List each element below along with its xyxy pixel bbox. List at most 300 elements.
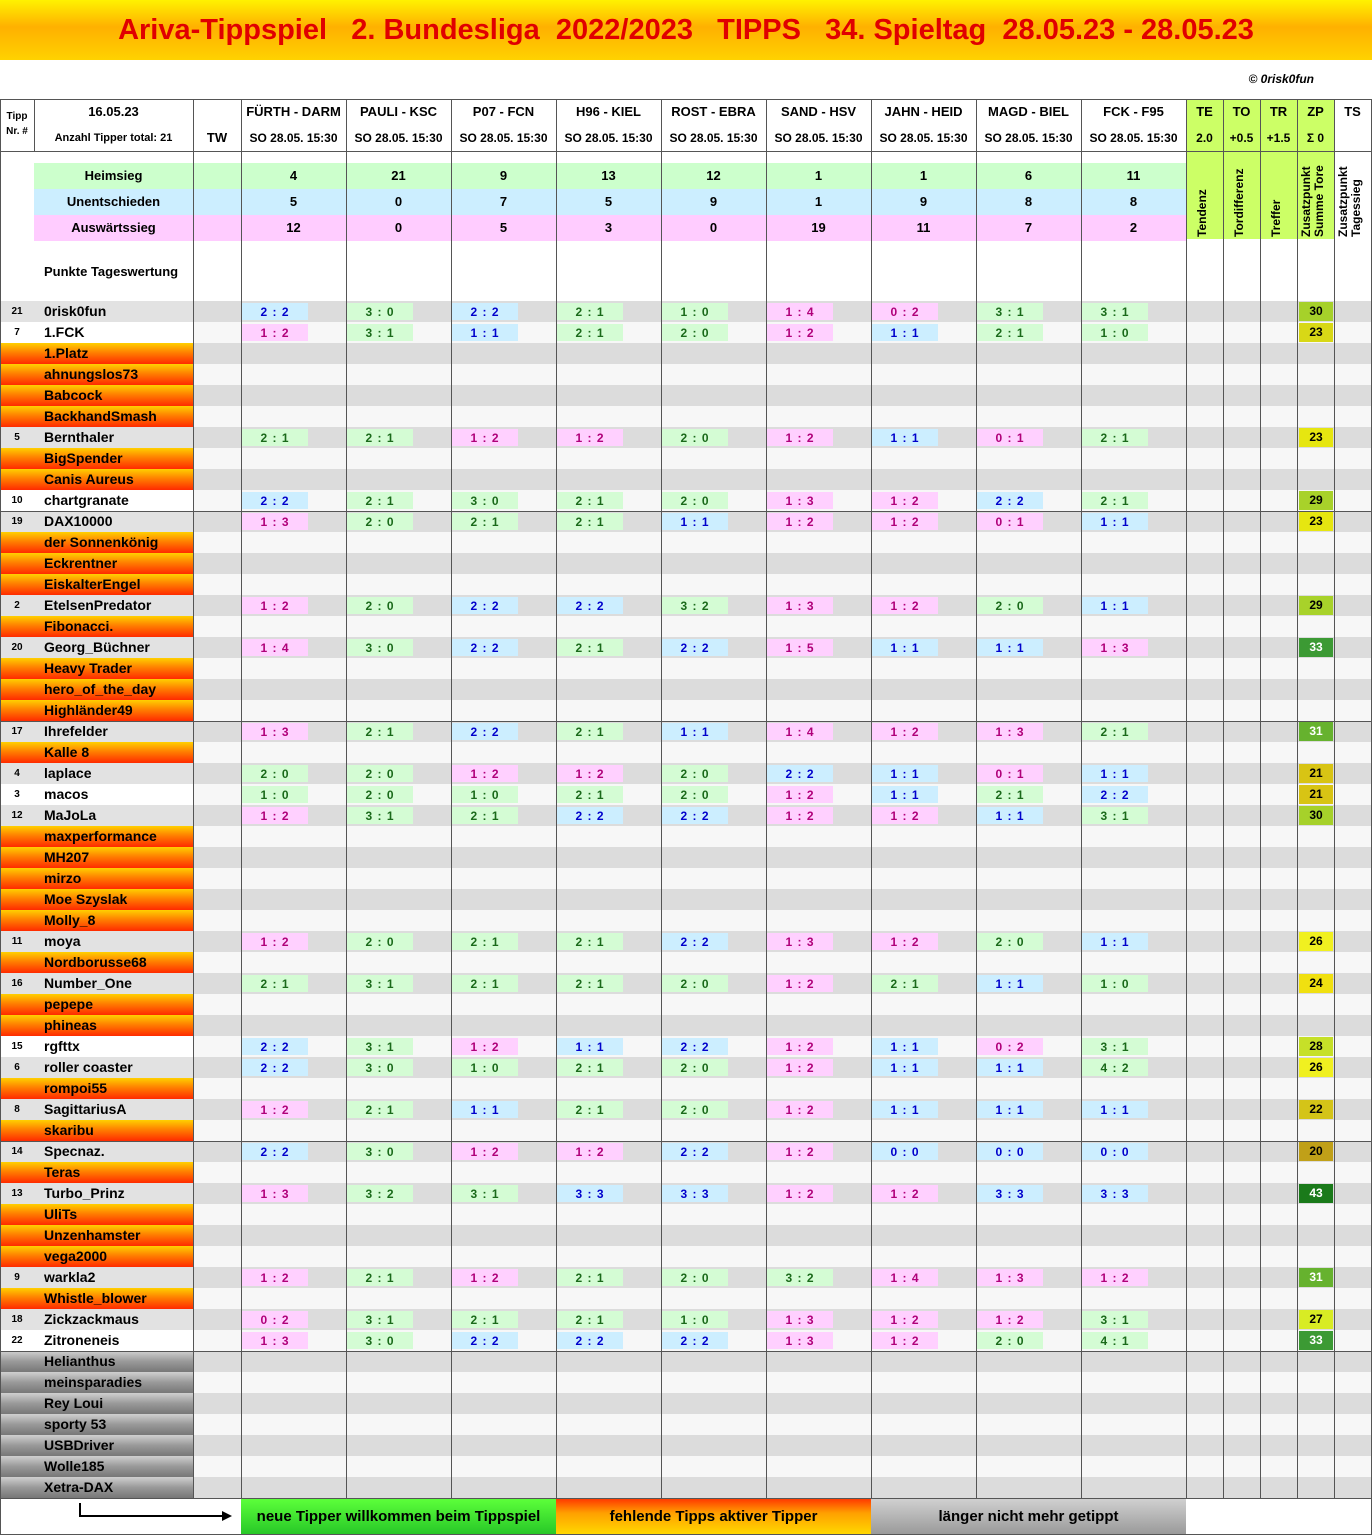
tip-cell: 3 : 3	[1082, 1185, 1148, 1202]
match-header: PAULI - KSC	[359, 104, 438, 119]
tip-cell: 1 : 1	[977, 1059, 1043, 1076]
tip-cell: 1 : 1	[662, 513, 728, 530]
row-band	[193, 1204, 1371, 1225]
player-number: 12	[11, 810, 23, 821]
stats-value: 9	[499, 168, 508, 183]
tip-cell: 1 : 1	[977, 1101, 1043, 1118]
player-name-missing: rompoi55	[0, 1078, 193, 1099]
tip-cell: 3 : 3	[977, 1185, 1043, 1202]
grid-line	[0, 721, 1372, 722]
scoring-label-text: Treffer	[1269, 199, 1283, 237]
player-number: 2	[14, 600, 20, 611]
stats-value: 11	[1126, 168, 1141, 183]
player-number: 3	[14, 789, 20, 800]
tip-cell: 1 : 1	[977, 975, 1043, 992]
tip-cell: 1 : 2	[452, 429, 518, 446]
player-name: DAX10000	[44, 513, 113, 529]
arrow-icon	[34, 1499, 241, 1534]
tip-cell: 1 : 2	[872, 492, 938, 509]
grid-line	[1223, 99, 1224, 1498]
player-name-missing: der Sonnenkönig	[0, 532, 193, 553]
match-header: P07 - FCN	[472, 104, 535, 119]
scoring-label-text: Tordifferenz	[1232, 168, 1246, 237]
zp-score: 21	[1299, 764, 1333, 783]
match-time: SO 28.05. 15:30	[774, 131, 863, 145]
tip-cell: 1 : 2	[1082, 1269, 1148, 1286]
tip-cell: 2 : 0	[662, 1269, 728, 1286]
tip-cell: 1 : 2	[452, 1143, 518, 1160]
scoring-value: Σ 0	[1297, 125, 1334, 151]
player-number: 9	[14, 1272, 20, 1283]
tip-cell: 1 : 2	[242, 807, 308, 824]
player-name-missing: Highländer49	[0, 700, 193, 721]
stats-value: 12	[286, 220, 301, 235]
tip-cell: 2 : 2	[662, 1332, 728, 1349]
row-band	[193, 1435, 1371, 1456]
player-number: 22	[11, 1335, 23, 1346]
grid-line	[871, 99, 872, 1498]
tip-cell: 1 : 2	[767, 1101, 833, 1118]
player-name-missing: Moe Szyslak	[0, 889, 193, 910]
zp-score: 21	[1299, 785, 1333, 804]
player-name-missing: Nordborusse68	[0, 952, 193, 973]
tip-cell: 2 : 1	[557, 1101, 623, 1118]
player-name: Zitroneneis	[44, 1332, 120, 1348]
grid-line	[346, 99, 347, 1498]
tip-cell: 1 : 2	[557, 765, 623, 782]
tip-cell: 3 : 3	[662, 1185, 728, 1202]
grid-line	[556, 99, 557, 1498]
tip-cell: 3 : 0	[347, 639, 413, 656]
scoring-code-zp: ZP	[1297, 99, 1334, 125]
tip-cell: 2 : 1	[452, 1311, 518, 1328]
tip-cell: 0 : 1	[977, 513, 1043, 530]
tip-cell: 2 : 1	[1082, 492, 1148, 509]
tip-cell: 1 : 1	[1082, 1101, 1148, 1118]
stats-value: 2	[1129, 220, 1138, 235]
player-number: 10	[11, 495, 23, 506]
tip-cell: 1 : 0	[1082, 324, 1148, 341]
row-band	[193, 826, 1371, 847]
tip-cell: 2 : 1	[452, 933, 518, 950]
tip-cell: 1 : 3	[977, 723, 1043, 740]
tip-cell: 2 : 1	[347, 492, 413, 509]
tip-cell: 2 : 0	[242, 765, 308, 782]
stats-value: 0	[709, 220, 718, 235]
tip-cell: 2 : 1	[1082, 723, 1148, 740]
player-name-inactive: Rey Loui	[0, 1393, 193, 1414]
zp-score: 30	[1299, 806, 1333, 825]
tip-cell: 2 : 1	[347, 723, 413, 740]
tip-cell: 2 : 1	[977, 786, 1043, 803]
row-band	[193, 1120, 1371, 1141]
match-header: FCK - F95	[1103, 104, 1164, 119]
tip-cell: 2 : 0	[662, 324, 728, 341]
stats-value: 5	[604, 194, 613, 209]
tw-header: TW	[206, 130, 228, 145]
tip-cell: 2 : 0	[347, 786, 413, 803]
zp-score: 29	[1299, 491, 1333, 510]
tip-cell: 3 : 0	[452, 492, 518, 509]
tip-cell: 0 : 1	[977, 765, 1043, 782]
player-name-missing: 1.Platz	[0, 343, 193, 364]
tip-cell: 1 : 3	[767, 1332, 833, 1349]
row-band	[193, 658, 1371, 679]
tip-cell: 1 : 2	[767, 1143, 833, 1160]
tip-cell: 1 : 0	[452, 786, 518, 803]
match-time: SO 28.05. 15:30	[1089, 131, 1178, 145]
tip-cell: 3 : 1	[1082, 303, 1148, 320]
player-name: Turbo_Prinz	[44, 1185, 125, 1201]
player-name-inactive: sporty 53	[0, 1414, 193, 1435]
scoring-label-text: Zusatzpunkt Summe Tore	[1299, 165, 1326, 237]
stats-value: 0	[394, 194, 403, 209]
player-name: SagittariusA	[44, 1101, 127, 1117]
row-band	[193, 553, 1371, 574]
player-number: 11	[11, 936, 23, 947]
tip-cell: 1 : 2	[452, 1269, 518, 1286]
row-band	[193, 1078, 1371, 1099]
tip-cell: 1 : 1	[977, 639, 1043, 656]
player-number: 18	[11, 1314, 23, 1325]
row-band	[193, 1288, 1371, 1309]
tip-cell: 2 : 2	[452, 597, 518, 614]
tip-cell: 2 : 2	[977, 492, 1043, 509]
tip-cell: 1 : 0	[242, 786, 308, 803]
stats-value: 19	[811, 220, 826, 235]
tip-cell: 1 : 1	[872, 786, 938, 803]
stats-value: 1	[919, 168, 928, 183]
zp-score: 22	[1299, 1100, 1333, 1119]
tip-cell: 0 : 0	[872, 1143, 938, 1160]
player-name: Number_One	[44, 975, 132, 991]
player-name-missing: maxperformance	[0, 826, 193, 847]
tip-cell: 2 : 2	[1082, 786, 1148, 803]
grid-line	[193, 99, 194, 1498]
tip-cell: 0 : 2	[977, 1038, 1043, 1055]
row-band	[193, 1372, 1371, 1393]
player-name: Specnaz.	[44, 1143, 105, 1159]
scoring-code-tr: TR	[1260, 99, 1297, 125]
tip-cell: 1 : 3	[977, 1269, 1043, 1286]
player-name-missing: EiskalterEngel	[0, 574, 193, 595]
match-time: SO 28.05. 15:30	[879, 131, 968, 145]
player-number: 13	[11, 1188, 23, 1199]
tip-cell: 1 : 1	[557, 1038, 623, 1055]
tip-cell: 2 : 2	[452, 303, 518, 320]
player-number: 19	[11, 516, 23, 527]
scoring-label-text: Zusatzpunkt Tagessieg	[1336, 166, 1363, 237]
tip-cell: 2 : 2	[662, 1038, 728, 1055]
tip-cell: 2 : 1	[557, 1311, 623, 1328]
stats-value: 7	[499, 194, 508, 209]
row-band	[193, 343, 1371, 364]
row-band	[193, 994, 1371, 1015]
tip-cell: 4 : 1	[1082, 1332, 1148, 1349]
player-name-missing: Fibonacci.	[0, 616, 193, 637]
tip-cell: 0 : 1	[977, 429, 1043, 446]
tip-cell: 1 : 2	[872, 807, 938, 824]
player-number: 17	[11, 726, 23, 737]
tip-cell: 2 : 1	[452, 975, 518, 992]
tip-cell: 1 : 2	[242, 324, 308, 341]
stats-value: 6	[1024, 168, 1033, 183]
tip-cell: 2 : 1	[452, 807, 518, 824]
row-band	[193, 889, 1371, 910]
tip-cell: 3 : 1	[347, 1311, 413, 1328]
row-band	[193, 1015, 1371, 1036]
tip-cell: 2 : 0	[662, 1101, 728, 1118]
stats-value: 13	[601, 168, 616, 183]
row-band	[193, 1225, 1371, 1246]
tip-cell: 2 : 2	[452, 639, 518, 656]
grid-line	[0, 511, 1372, 512]
zp-score: 24	[1299, 974, 1333, 993]
tip-cell: 0 : 0	[1082, 1143, 1148, 1160]
player-name-missing: ahnungslos73	[0, 364, 193, 385]
player-name-inactive: Wolle185	[0, 1456, 193, 1477]
tip-cell: 0 : 2	[242, 1311, 308, 1328]
tip-cell: 2 : 0	[662, 975, 728, 992]
tip-cell: 2 : 2	[662, 933, 728, 950]
tip-cell: 2 : 2	[452, 1332, 518, 1349]
grid-line	[766, 99, 767, 1498]
tip-cell: 1 : 1	[1082, 765, 1148, 782]
row-band	[193, 1414, 1371, 1435]
tip-cell: 1 : 2	[452, 765, 518, 782]
match-header: JAHN - HEID	[884, 104, 963, 119]
tip-cell: 2 : 1	[557, 513, 623, 530]
zp-score: 26	[1299, 932, 1333, 951]
row-band	[193, 1456, 1371, 1477]
match-header: ROST - EBRA	[671, 104, 756, 119]
tip-cell: 2 : 2	[557, 807, 623, 824]
tip-cell: 1 : 1	[1082, 597, 1148, 614]
tip-cell: 2 : 1	[557, 933, 623, 950]
tip-cell: 1 : 2	[872, 1311, 938, 1328]
tip-cell: 3 : 1	[1082, 807, 1148, 824]
scoring-label	[1334, 151, 1371, 239]
grid-line	[1334, 99, 1335, 1498]
tip-cell: 2 : 2	[242, 1059, 308, 1076]
tip-cell: 1 : 2	[557, 1143, 623, 1160]
tip-cell: 3 : 1	[452, 1185, 518, 1202]
tip-cell: 1 : 2	[872, 1332, 938, 1349]
tip-cell: 3 : 1	[1082, 1038, 1148, 1055]
scoring-value: +0.5	[1223, 125, 1260, 151]
tip-cell: 2 : 0	[662, 492, 728, 509]
scoring-code-ts: TS	[1334, 99, 1371, 125]
scoring-label	[1223, 151, 1260, 239]
tip-cell: 1 : 3	[767, 1311, 833, 1328]
tip-cell: 2 : 1	[1082, 429, 1148, 446]
tip-cell: 1 : 2	[872, 1185, 938, 1202]
player-name: 1.FCK	[44, 324, 85, 340]
row-band	[193, 385, 1371, 406]
tip-cell: 0 : 2	[872, 303, 938, 320]
row-band	[193, 364, 1371, 385]
tip-cell: 2 : 1	[557, 639, 623, 656]
player-number: 8	[14, 1104, 20, 1115]
tip-cell: 4 : 2	[1082, 1059, 1148, 1076]
tip-cell: 1 : 2	[242, 1101, 308, 1118]
player-name: Zickzackmaus	[44, 1311, 139, 1327]
date-header: 16.05.23	[88, 104, 139, 119]
tip-cell: 3 : 2	[347, 1185, 413, 1202]
tip-cell: 1 : 2	[767, 324, 833, 341]
tip-cell: 2 : 1	[557, 492, 623, 509]
match-time: SO 28.05. 15:30	[249, 131, 338, 145]
stats-value: 1	[814, 168, 823, 183]
row-band	[193, 448, 1371, 469]
stats-value: 9	[919, 194, 928, 209]
match-header: SAND - HSV	[780, 104, 857, 119]
zp-score: 33	[1299, 638, 1333, 657]
tip-cell: 2 : 0	[347, 597, 413, 614]
player-number: 21	[11, 306, 23, 317]
row-band	[193, 574, 1371, 595]
player-name: 0risk0fun	[44, 303, 107, 319]
player-name: Ihrefelder	[44, 723, 108, 739]
player-number: 4	[14, 768, 20, 779]
stats-label: Auswärtssieg	[71, 220, 156, 235]
player-name-missing: pepepe	[0, 994, 193, 1015]
player-number: 7	[14, 327, 20, 338]
row-band	[193, 679, 1371, 700]
tip-cell: 1 : 4	[767, 723, 833, 740]
tipper-total: Anzahl Tipper total: 21	[54, 132, 173, 144]
tip-cell: 1 : 4	[242, 639, 308, 656]
tip-cell: 1 : 1	[872, 1038, 938, 1055]
legend-inactive: länger nicht mehr getippt	[871, 1499, 1186, 1534]
tip-cell: 1 : 4	[872, 1269, 938, 1286]
grid-line	[1081, 99, 1082, 1498]
tip-cell: 2 : 1	[557, 324, 623, 341]
tip-cell: 2 : 2	[557, 597, 623, 614]
tip-cell: 2 : 1	[557, 723, 623, 740]
scoring-value: +1.5	[1260, 125, 1297, 151]
stats-value: 21	[391, 168, 406, 183]
tip-cell: 1 : 0	[662, 303, 728, 320]
tip-cell: 1 : 2	[872, 597, 938, 614]
player-number: 20	[11, 642, 23, 653]
row-band	[193, 700, 1371, 721]
zp-score: 23	[1299, 428, 1333, 447]
stats-value: 4	[289, 168, 298, 183]
match-header: MAGD - BIEL	[988, 104, 1069, 119]
stats-value: 8	[1024, 194, 1033, 209]
grid-line	[1186, 99, 1187, 1498]
tip-cell: 3 : 1	[347, 975, 413, 992]
tip-cell: 2 : 1	[452, 513, 518, 530]
tip-cell: 2 : 0	[977, 597, 1043, 614]
row-band	[193, 616, 1371, 637]
tip-cell: 2 : 2	[242, 492, 308, 509]
tip-cell: 1 : 2	[767, 513, 833, 530]
tip-cell: 1 : 4	[767, 303, 833, 320]
tip-cell: 1 : 2	[767, 786, 833, 803]
tip-cell: 1 : 0	[452, 1059, 518, 1076]
grid-line	[0, 99, 1, 1498]
tip-cell: 1 : 3	[767, 597, 833, 614]
grid-line	[241, 99, 242, 1498]
grid-line	[1260, 99, 1261, 1498]
grid-line	[1297, 99, 1298, 1498]
tip-cell: 3 : 1	[347, 1038, 413, 1055]
tip-cell: 3 : 1	[347, 324, 413, 341]
stats-value: 9	[709, 194, 718, 209]
tip-cell: 2 : 1	[557, 303, 623, 320]
player-name-missing: phineas	[0, 1015, 193, 1036]
player-name-missing: Canis Aureus	[0, 469, 193, 490]
player-name-missing: vega2000	[0, 1246, 193, 1267]
player-name: macos	[44, 786, 89, 802]
row-band	[193, 1477, 1371, 1498]
match-header: FÜRTH - DARM	[246, 104, 341, 119]
tip-cell: 1 : 2	[767, 1059, 833, 1076]
zp-score: 31	[1299, 722, 1333, 741]
tip-cell: 2 : 2	[242, 303, 308, 320]
player-name-inactive: Helianthus	[0, 1351, 193, 1372]
player-name-missing: MH207	[0, 847, 193, 868]
tip-cell: 3 : 0	[347, 1332, 413, 1349]
tip-cell: 2 : 2	[452, 723, 518, 740]
match-time: SO 28.05. 15:30	[984, 131, 1073, 145]
tip-cell: 1 : 3	[242, 1185, 308, 1202]
zp-score: 28	[1299, 1037, 1333, 1056]
player-name: MaJoLa	[44, 807, 97, 823]
tip-cell: 1 : 2	[767, 1185, 833, 1202]
tip-cell: 3 : 2	[662, 597, 728, 614]
zp-score: 43	[1299, 1184, 1333, 1203]
tip-cell: 2 : 1	[347, 429, 413, 446]
tip-cell: 1 : 1	[872, 429, 938, 446]
tip-cell: 2 : 0	[662, 429, 728, 446]
tip-cell: 0 : 0	[977, 1143, 1043, 1160]
tip-cell: 3 : 2	[767, 1269, 833, 1286]
tip-cell: 1 : 1	[1082, 513, 1148, 530]
scoring-code-te: TE	[1186, 99, 1223, 125]
zp-score: 33	[1299, 1331, 1333, 1350]
tip-cell: 3 : 0	[347, 303, 413, 320]
grid-line	[451, 99, 452, 1498]
player-name: Bernthaler	[44, 429, 115, 445]
grid-line	[0, 1351, 1372, 1352]
tip-cell: 2 : 1	[347, 1101, 413, 1118]
stats-value: 7	[1024, 220, 1033, 235]
zp-score: 29	[1299, 596, 1333, 615]
tip-cell: 1 : 0	[662, 1311, 728, 1328]
player-number: 16	[11, 978, 23, 989]
row-band	[193, 406, 1371, 427]
tip-cell: 1 : 1	[872, 324, 938, 341]
tip-cell: 1 : 3	[242, 1332, 308, 1349]
zp-score: 30	[1299, 302, 1333, 321]
tip-cell: 2 : 2	[662, 1143, 728, 1160]
tip-cell: 1 : 2	[872, 723, 938, 740]
player-number: 14	[11, 1146, 23, 1157]
tip-cell: 3 : 1	[977, 303, 1043, 320]
tip-cell: 1 : 1	[452, 1101, 518, 1118]
tip-cell: 1 : 2	[872, 933, 938, 950]
player-name-missing: Kalle 8	[0, 742, 193, 763]
grid-line	[976, 99, 977, 1498]
stats-value: 5	[499, 220, 508, 235]
tip-cell: 3 : 0	[347, 1143, 413, 1160]
tip-cell: 1 : 2	[767, 429, 833, 446]
tip-cell: 1 : 2	[557, 429, 623, 446]
match-time: SO 28.05. 15:30	[459, 131, 548, 145]
